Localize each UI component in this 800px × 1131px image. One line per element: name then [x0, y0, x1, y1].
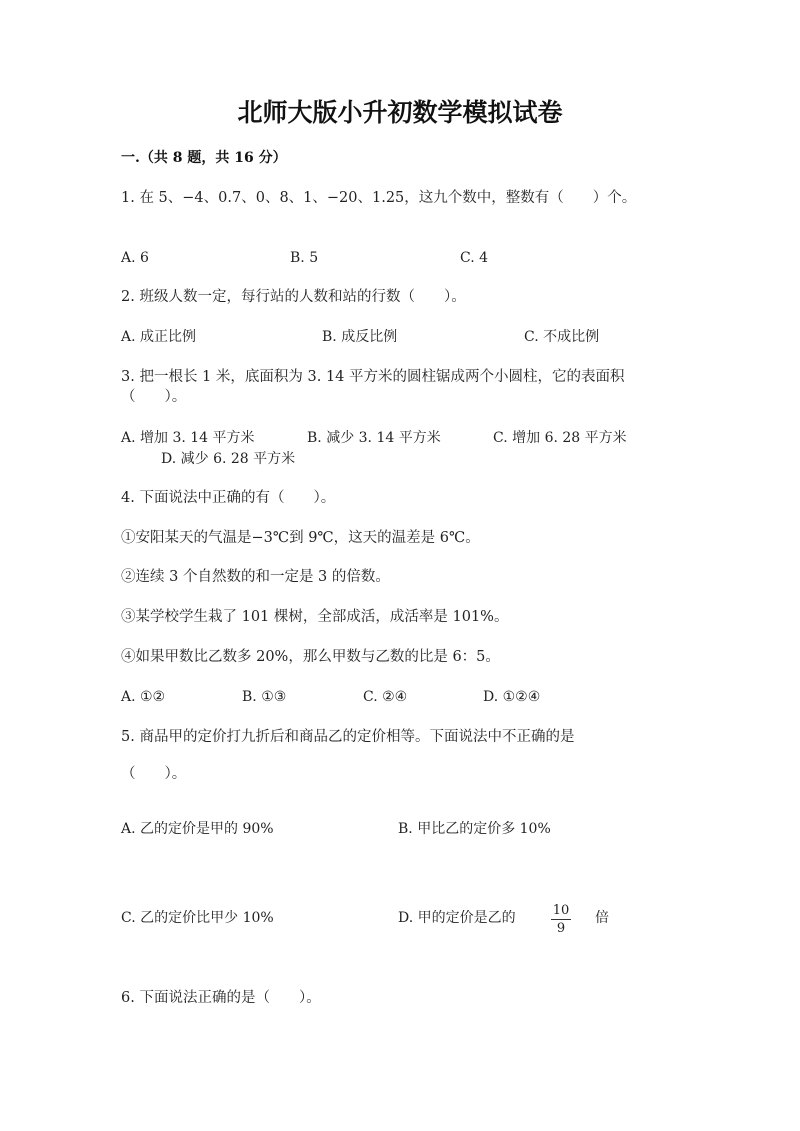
- question-4-statement-1: ①安阳某天的气温是−3℃到 9℃，这天的温差是 6℃。: [121, 530, 480, 546]
- question-3-option-a: A. 增加 3. 14 平方米: [121, 430, 255, 446]
- question-4-option-b: B. ①③: [242, 689, 287, 705]
- question-1-option-c: C. 4: [460, 250, 489, 266]
- question-4-option-c: C. ②④: [363, 689, 408, 705]
- question-1-option-a: A. 6: [121, 250, 149, 266]
- question-2-stem: 2. 班级人数一定，每行站的人数和站的行数（ ）。: [121, 289, 466, 305]
- question-2-option-b: B. 成反比例: [322, 329, 398, 345]
- question-2-option-c: C. 不成比例: [524, 329, 600, 345]
- question-5-option-d: D. 甲的定价是乙的: [398, 910, 516, 926]
- question-3-stem-line-1: 3. 把一根长 1 米，底面积为 3. 14 平方米的圆柱锯成两个小圆柱，它的表面积: [121, 369, 625, 385]
- question-5-option-d-suffix: 倍: [595, 910, 609, 926]
- page-title: 北师大版小升初数学模拟试卷: [237, 98, 563, 127]
- question-1-stem: 1. 在 5、−4、0.7、0、8、1、−20、1.25，这九个数中，整数有（ ）个。: [121, 190, 637, 206]
- question-4-option-d: D. ①②④: [483, 689, 541, 705]
- question-6-stem: 6. 下面说法正确的是（ ）。: [121, 990, 321, 1006]
- fraction-denominator: 9: [556, 921, 566, 936]
- question-5-option-a: A. 乙的定价是甲的 90%: [121, 821, 274, 837]
- question-5-stem-line-2: （ ）。: [121, 766, 187, 782]
- question-5-option-c: C. 乙的定价比甲少 10%: [121, 910, 274, 926]
- question-3-option-c: C. 增加 6. 28 平方米: [493, 430, 627, 446]
- question-1-option-b: B. 5: [290, 250, 319, 266]
- section-heading: 一.（共 8 题，共 16 分）: [121, 150, 287, 166]
- fraction-numerator: 10: [552, 903, 570, 918]
- question-5-option-b: B. 甲比乙的定价多 10%: [398, 821, 551, 837]
- question-3-stem-line-2: （ ）。: [121, 389, 187, 405]
- question-3-option-d: D. 减少 6. 28 平方米: [161, 451, 296, 467]
- question-3-option-b: B. 减少 3. 14 平方米: [307, 430, 441, 446]
- question-4-statement-2: ②连续 3 个自然数的和一定是 3 的倍数。: [121, 569, 390, 585]
- question-4-option-a: A. ①②: [121, 689, 166, 705]
- question-4-stem: 4. 下面说法中正确的有（ ）。: [121, 490, 336, 506]
- question-4-statement-3: ③某学校学生栽了 101 棵树，全部成活，成活率是 101%。: [121, 609, 509, 625]
- question-4-statement-4: ④如果甲数比乙数多 20%，那么甲数与乙数的比是 6：5。: [121, 649, 500, 665]
- fraction-ten-ninths: [550, 904, 572, 935]
- question-2-option-a: A. 成正比例: [121, 329, 197, 345]
- question-5-stem-line-1: 5. 商品甲的定价打九折后和商品乙的定价相等。下面说法中不正确的是: [121, 729, 575, 745]
